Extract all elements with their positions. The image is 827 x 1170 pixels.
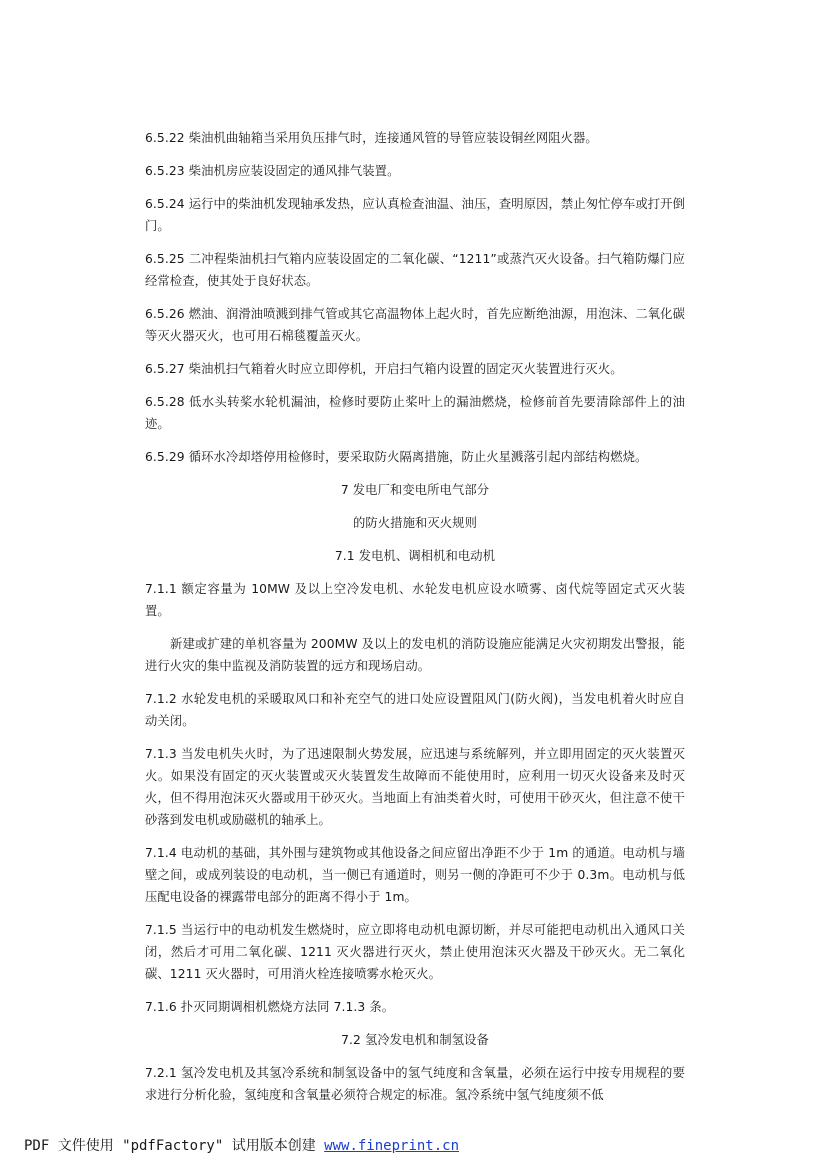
chapter-title: 7 发电厂和变电所电气部分	[340, 483, 490, 497]
paragraph: 7.1.5 当运行中的电动机发生燃烧时，应立即将电动机电源切断，并尽可能把电动机出入通风口关闭，然后才可用二氧化碳、1211 灭火器进行灭火，禁止使用泡沫灭火器及干砂灭火。无二氧化碳、1211 灭火器时，可用消火栓连接喷雾水枪灭火。	[145, 923, 685, 981]
paragraph: 新建或扩建的单机容量为 200MW 及以上的发电机的消防设施应能满足火灾初期发出警报，能进行火灾的集中监视及消防装置的远方和现场启动。	[145, 637, 685, 673]
paragraph: 6.5.22 柴油机曲轴箱当采用负压排气时，连接通风管的导管应装设铜丝网阻火器。	[145, 131, 598, 145]
paragraph: 7.1.6 扑灭同期调相机燃烧方法同 7.1.3 条。	[145, 1000, 395, 1014]
paragraph: 6.5.29 循环水冷却塔停用检修时，要采取防火隔离措施，防止火星溅落引起内部结构燃烧。	[145, 450, 648, 464]
paragraph: 6.5.23 柴油机房应装设固定的通风排气装置。	[145, 164, 400, 178]
paragraph: 6.5.27 柴油机扫气箱着火时应立即停机，开启扫气箱内设置的固定灭火装置进行灭火。	[145, 362, 623, 376]
document-body	[145, 127, 685, 1117]
paragraph: 7.1.4 电动机的基础，其外围与建筑物或其他设备之间应留出净距不少于 1m 的通道。电动机与墙壁之间，或成列装设的电动机，当一侧已有通道时，则另一侧的净距可不少于 0.3m。电动机与低压配电设备的裸露带电部分的距离不得小于 1m。	[145, 846, 685, 904]
chapter-subtitle: 的防火措施和灭火规则	[353, 516, 477, 530]
footer-text: PDF 文件使用 "pdfFactory" 试用版本创建	[24, 1138, 325, 1154]
paragraph: 7.1.1 额定容量为 10MW 及以上空冷发电机、水轮发电机应设水喷雾、卤代烷等固定式灭火装置。	[145, 582, 685, 618]
pdf-footer	[24, 1136, 814, 1156]
paragraph: 6.5.24 运行中的柴油机发现轴承发热，应认真检查油温、油压，查明原因，禁止匆忙停车或打开倒门。	[145, 197, 685, 233]
paragraph: 6.5.25 二冲程柴油机扫气箱内应装设固定的二氧化碳、“1211”或蒸汽灭火设备。扫气箱防爆门应经常检查，使其处于良好状态。	[145, 252, 685, 288]
paragraph: 7.1.3 当发电机失火时，为了迅速限制火势发展，应迅速与系统解列，并立即用固定的灭火装置灭火。如果没有固定的灭火装置或灭火装置发生故障而不能使用时，应利用一切灭火设备来及时灭火，但不得用泡沫灭火器或用干砂灭火。当地面上有油类着火时，可使用干砂灭火，但注意不使干砂落到发电机或励磁机的轴承上。	[145, 747, 685, 827]
paragraph: 7.1.2 水轮发电机的采暖取风口和补充空气的进口处应设置阻风门(防火阀)，当发电机着火时应自动关闭。	[145, 692, 685, 728]
paragraph: 7.2.1 氢冷发电机及其氢冷系统和制氢设备中的氢气纯度和含氧量，必须在运行中按专用规程的要求进行分析化验，氢纯度和含氧量必须符合规定的标准。氢冷系统中氢气纯度须不低	[145, 1066, 685, 1102]
footer-link[interactable]: www.fineprint.cn	[324, 1138, 460, 1154]
paragraph: 6.5.28 低水头转桨水轮机漏油，检修时要防止桨叶上的漏油燃烧，检修前首先要清除部件上的油迹。	[145, 395, 685, 431]
section-heading: 7.2 氢冷发电机和制氢设备	[341, 1033, 489, 1047]
paragraph: 6.5.26 燃油、润滑油喷溅到排气管或其它高温物体上起火时，首先应断绝油源，用泡沫、二氧化碳等灭火器灭火，也可用石棉毯覆盖灭火。	[145, 307, 685, 343]
section-heading: 7.1 发电机、调相机和电动机	[334, 549, 496, 563]
